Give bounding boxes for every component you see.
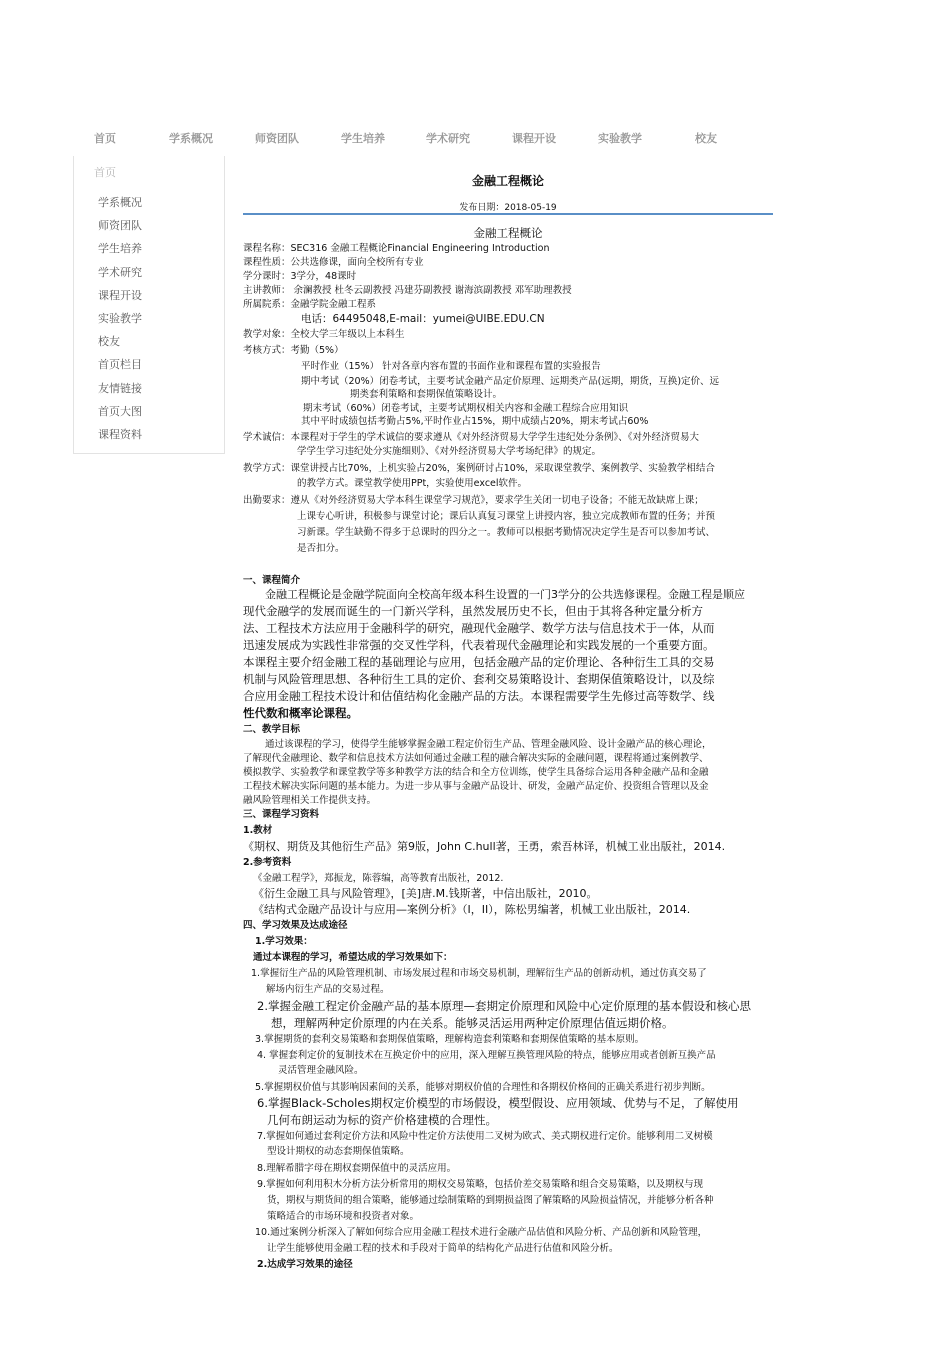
text-line: 通过本课程的学习，希望达成的学习效果如下： xyxy=(253,952,453,963)
nav-research[interactable]: 学术研究 xyxy=(426,132,470,145)
attendance: 出勤要求：遵从《对外经济贸易大学本科生课堂学习规范》，要求学生关闭一切电子设备；不能无故缺席上课； xyxy=(243,495,704,506)
nav-alumni[interactable]: 校友 xyxy=(695,132,717,145)
text-line: 本课程主要介绍金融工程的基础理论与应用，包括金融产品的定价理论、各种衍生工具的交易 xyxy=(243,655,715,669)
sidebar-item[interactable]: 首页栏目 xyxy=(98,358,142,371)
sidebar-item[interactable]: 首页大图 xyxy=(98,405,142,418)
course-type: 课程性质：公共选修课，面向全校所有专业 xyxy=(243,257,424,268)
course-credits: 学分课时：3学分，48课时 xyxy=(243,271,357,282)
text-line: 迅速发展成为实践性非常强的交叉性学科，代表着现代金融理论和实践发展的一个重要方面。 xyxy=(243,638,715,652)
text-line: 8.理解希腊字母在期权套期保值中的灵活应用。 xyxy=(257,1163,457,1174)
reference: 《结构式金融产品设计与应用—案例分析》（I，II），陈松男编著，机械工业出版社，2014. xyxy=(253,903,691,916)
sidebar-item[interactable]: 友情链接 xyxy=(98,382,142,395)
text-line: 10.通过案例分析深入了解如何综合应用金融工程技术进行金融产品估值和风险分析、产品创新和风险管理， xyxy=(255,1227,708,1238)
sidebar-item[interactable]: 学生培养 xyxy=(98,242,142,255)
assessment: 考核方式：考勤（5%） xyxy=(243,345,344,356)
section-heading: 三、课程学习资料 xyxy=(243,809,320,820)
nav-lab-teaching[interactable]: 实验教学 xyxy=(598,132,642,145)
nav-faculty[interactable]: 师资团队 xyxy=(255,132,299,145)
text-line: 灵活管理金融风险。 xyxy=(278,1065,364,1076)
text-line: 策略适合的市场环境和投资者对象。 xyxy=(267,1211,420,1222)
course-department: 所属院系：金融学院金融工程系 xyxy=(243,299,377,310)
target-students: 教学对象：全校大学三年级以上本科生 xyxy=(243,329,405,340)
text-line: 现代金融学的发展而诞生的一门新兴学科，虽然发展历史不长，但由于其将各种定量分析方 xyxy=(243,604,703,618)
sidebar-item[interactable]: 师资团队 xyxy=(98,219,142,232)
text-line: 6.掌握Black-Scholes期权定价模型的市场假设，模型假设、应用领域、优势与不足，了解使用 xyxy=(257,1096,739,1110)
text-line: 7.掌握如何通过套利定价方法和风险中性定价方法使用二叉树为欧式、美式期权进行定价。能够利用二叉树模 xyxy=(257,1131,713,1142)
text-line: 2.掌握金融工程定价金融产品的基本原理—套期定价原理和风险中心定价原理的基本假设和核心思 xyxy=(257,999,751,1013)
sub-heading: 2.达成学习效果的途径 xyxy=(257,1259,353,1270)
text-line: 3.掌握期货的套利交易策略和套期保值策略，理解构造套利策略和套期保值策略的基本原则。 xyxy=(255,1034,645,1045)
reference: 《金融工程学》，郑振龙，陈蓉编，高等教育出版社，2012. xyxy=(253,873,504,884)
sidebar-item[interactable]: 实验教学 xyxy=(98,312,142,325)
sub-heading: 1.教材 xyxy=(243,825,273,836)
sidebar-item[interactable]: 学术研究 xyxy=(98,266,142,279)
section-heading: 一、课程简介 xyxy=(243,575,301,586)
text-line: 习新课。学生缺勤不得多于总课时的四分之一。教师可以根据考勤情况决定学生是否可以参加考试、 xyxy=(297,527,716,538)
text-line: 合应用金融工程技术设计和估值结构化金融产品的方法。本课程需要学生先修过高等数学、线 xyxy=(243,689,715,703)
section-heading: 二、教学目标 xyxy=(243,724,301,735)
text-line: 几何布朗运动为标的资产价格建模的合理性。 xyxy=(267,1113,497,1127)
text-line: 期中考试（20%）闭卷考试，主要考试金融产品定价原理、远期类产品(远期，期货，互换)定价、远 xyxy=(301,376,720,387)
nav-department-overview[interactable]: 学系概况 xyxy=(169,132,213,145)
text-line: 1.掌握衍生产品的风险管理机制、市场发展过程和市场交易机制，理解衍生产品的创新动机，通过仿真交易了 xyxy=(251,968,707,979)
course-teachers: 主讲教师： 余澜教授 杜冬云副教授 冯建芬副教授 谢海滨副教授 邓军助理教授 xyxy=(243,285,572,296)
text-line: 工程技术解决实际问题的基本能力。为进一步从事与金融产品设计、研发，金融产品定价、投资组合管理以及金 xyxy=(243,781,709,792)
article-title: 金融工程概论 xyxy=(471,174,544,188)
course-name: 课程名称：SEC316 金融工程概论Financial Engineering Introduction xyxy=(243,243,550,254)
text-line: 货，期权与期货间的组合策略，能够通过绘制策略的到期损益图了解策略的风险损益情况，并能够分析各种 xyxy=(267,1195,714,1206)
teaching-method: 教学方式：课堂讲授占比70%，上机实验占20%，案例研讨占10%，采取课堂教学、案例教学、实验教学相结合 xyxy=(243,463,715,474)
academic-integrity: 学术诚信：本课程对于学生的学术诚信的要求遵从《对外经济贸易大学学生违纪处分条例》、《对外经济贸易大 xyxy=(243,432,700,443)
text-line: 9.掌握如何利用积木分析方法分析常用的期权交易策略，包括价差交易策略和组合交易策略，以及期权与现 xyxy=(257,1179,704,1190)
sidebar xyxy=(73,156,225,454)
text-line: 金融工程概论是金融学院面向全校高年级本科生设置的一门3学分的公共选修课程。金融工程是顺应 xyxy=(265,588,745,601)
article-subtitle: 金融工程概论 xyxy=(473,226,543,240)
text-line: 4. 掌握套利定价的复制技术在互换定价中的应用，深入理解互换管理风险的特点，能够应用或者创新互换产品 xyxy=(257,1050,716,1061)
title-divider xyxy=(243,213,773,215)
text-line: 性代数和概率论课程。 xyxy=(243,706,358,720)
sub-heading: 2.参考资料 xyxy=(243,857,292,868)
text-line: 法、工程技术方法应用于金融科学的研究，融现代金融学、数学方法与信息技术于一体，从而 xyxy=(243,621,715,635)
text-line: 通过该课程的学习，使得学生能够掌握金融工程定价衍生产品、管理金融风险、设计金融产品的核心理论， xyxy=(265,739,712,750)
text-line: 学学生学习违纪处分实施细则》、《对外经济贸易大学考场纪律》的规定。 xyxy=(297,446,602,457)
text-line: 型设计期权的动态套期保值策略。 xyxy=(267,1146,410,1157)
textbook: 《期权、期货及其他衍生产品》第9版，John C.hull著，王勇，索吾林译，机械工业出版社，2014. xyxy=(243,840,726,853)
top-navigation xyxy=(78,130,768,146)
text-line: 是否扣分。 xyxy=(297,543,345,554)
nav-courses[interactable]: 课程开设 xyxy=(512,132,556,145)
text-line: 想，理解两种定价原理的内在关系。能够灵活运用两种定价原理估值远期价格。 xyxy=(271,1016,674,1030)
text-line: 5.掌握期权价值与其影响因素间的关系，能够对期权价值的合理性和各期权价格间的正确关系进行初步判断。 xyxy=(255,1082,711,1093)
sidebar-item[interactable]: 课程开设 xyxy=(98,289,142,302)
text-line: 期末考试（60%）闭卷考试，主要考试期权相关内容和金融工程综合应用知识 xyxy=(303,403,629,414)
reference: 《衍生金融工具与风险管理》，[美]唐.M.钱斯著，中信出版社，2010。 xyxy=(253,887,598,900)
sidebar-item[interactable]: 学系概况 xyxy=(98,196,142,209)
text-line: 其中平时成绩包括考勤占5%,平时作业占15%，期中成绩占20%，期末考试占60% xyxy=(301,416,649,427)
text-line: 解场内衍生产品的交易过程。 xyxy=(266,984,390,995)
section-heading: 四、学习效果及达成途径 xyxy=(243,920,348,931)
nav-home[interactable]: 首页 xyxy=(94,132,116,145)
contact-info: 电话：64495048,E-mail：yumei@UIBE.EDU.CN xyxy=(301,313,545,325)
text-line: 融风险管理相关工作提供支持。 xyxy=(243,795,377,806)
text-line: 上课专心听讲，积极参与课堂讨论；课后认真复习课堂上讲授内容，独立完成教师布置的任务；并预 xyxy=(297,511,716,522)
text-line: 让学生能够使用金融工程的技术和手段对于简单的结构化产品进行估值和风险分析。 xyxy=(267,1243,619,1254)
text-line: 期类套利策略和套期保值策略设计。 xyxy=(350,389,503,400)
text-line: 了解现代金融理论、数学和信息技术方法如何通过金融工程的融合解决实际的金融问题，课程将通过案例教学、 xyxy=(243,753,709,764)
text-line: 的教学方式。课堂教学使用PPt，实验使用excel软件。 xyxy=(297,478,528,489)
text-line: 模拟教学、实验教学和课堂教学等多种教学方法的结合和全方位训练，使学生具备综合运用各种金融产品和金融 xyxy=(243,767,709,778)
nav-students[interactable]: 学生培养 xyxy=(341,132,385,145)
text-line: 机制与风险管理思想、各种衍生工具的定价、套利交易策略设计、套期保值策略设计，以及综 xyxy=(243,672,715,686)
text-line: 平时作业（15%） 针对各章内容布置的书面作业和课程布置的实验报告 xyxy=(301,361,601,372)
sidebar-item[interactable]: 课程资料 xyxy=(98,428,142,441)
sidebar-item[interactable]: 校友 xyxy=(98,335,120,348)
publish-date: 发布日期：2018-05-19 xyxy=(459,203,557,213)
sub-heading: 1.学习效果： xyxy=(255,936,313,947)
sidebar-home[interactable]: 首页 xyxy=(94,166,116,179)
